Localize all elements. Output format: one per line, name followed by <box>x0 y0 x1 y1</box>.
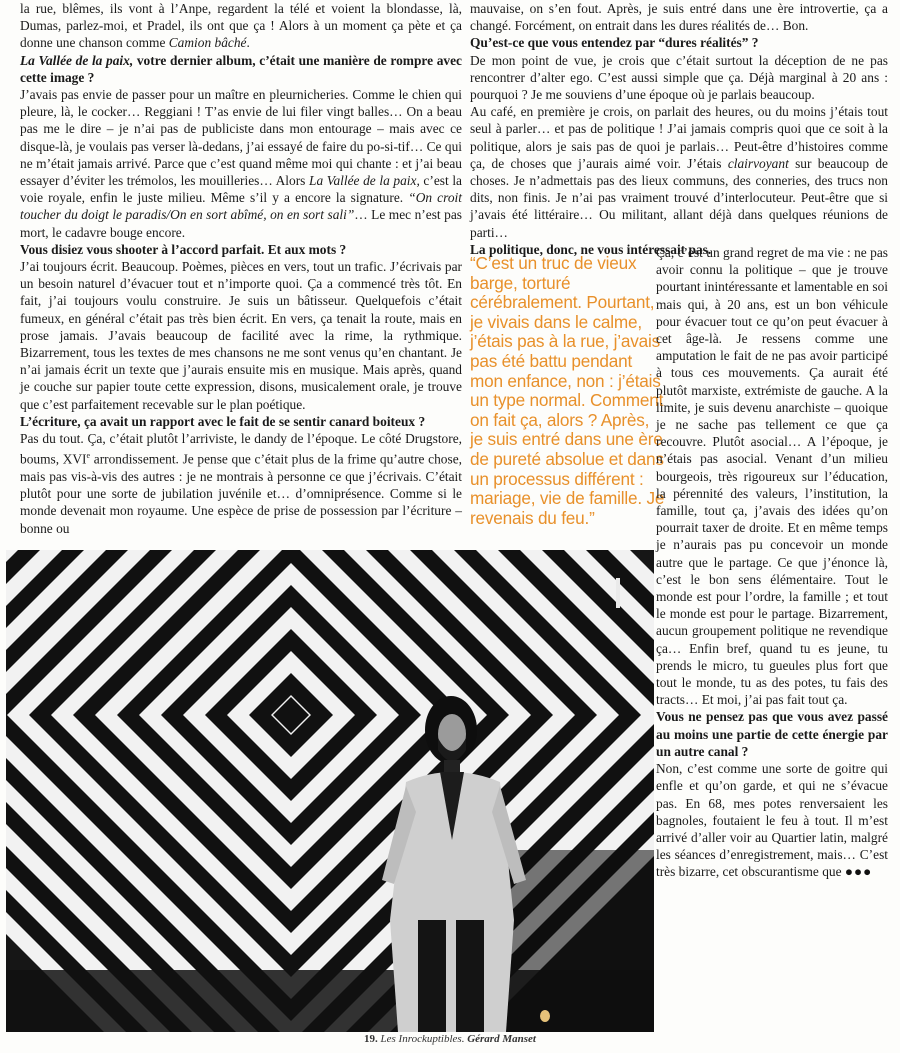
answer-2: J’ai toujours écrit. Beaucoup. Poèmes, pièces en vers, tout un trafic. J’écrivais par un besoin naturel d’évacuer tout et n’importe quoi. Ça a commencé très tôt. En fait, j’ai toujours voulu construire. Je suis un bâtisseur. Quelquefois c’était fumeux, en général c’était pas très bien écrit. En vers, ça tenait la route, mais en prose jamais. J’avais beaucoup de facilité avec la rime, la rythmique. Bizarrement, tous les textes de mes chansons ne me sont venus qu’en chantant. Je n’ai jamais écrit un texte que j’aurais ensuite mis en musique. Mais après, quand je couche sur papier toute cette expression, disons, musicalement orale, je trouve que c’est parfaitement recevable sur le plan poétique. <box>20 259 462 412</box>
pull-quote: “C’est un truc de vieux barge, torturé cérébralement. Pourtant, je vivais dans le calme, j’étais pas à la rue, j’avais pas été battu pendant mon enfance, non : j’étais un type normal. Comment on fait ça, alors ? Après, je suis entré dans une ère de pureté absolue et dans un processus différent : mariage, vie de famille. Je revenais du feu.” <box>470 253 665 528</box>
paragraph-continued: mauvaise, on s’en fout. Après, je suis entré dans une ère introvertie, ça a changé. Forcément, on entrait dans les dures réalités de… Bon. <box>470 1 888 34</box>
article-column-right-narrow <box>656 244 888 881</box>
answer-5: Ça, c’est un grand regret de ma vie : ne pas avoir connu la politique – que je trouve pourtant inintéressante et lamentable en soi mais qui, à 20 ans, est un bon véhicule pour évacuer tout ce qu’on peut évacuer à cet âge-là. Je ressens comme une amputation le fait de ne pas avoir participé à tous ces mouvements. Ça aurait été plutôt marxiste, extrémiste de gauche. A la limite, je suis devenu anarchiste – quoique je ne sache pas tellement ce que ça recouvre. Plutôt asocial… A l’époque, je n’étais pas asocial. Venant d’un milieu bourgeois, très rigoureux sur l’éducation, la pérennité des valeurs, l’institution, la famille, tout ça, j’avais des idées qu’on pourrait taxer de droite. Et en même temps je n’aurais pas pu concevoir un monde autre que le partage. Ce que j’énonce là, c’est le bon sens élémentaire. Tout le monde est pour l’ordre, la famille ; et tout le monde est pour le partage. Bizarrement, aucun groupement politique ne revendique ça… Enfin bref, quand tu es jeune, tu prends le micro, tu gueules plus fort que tout le monde, tu as des potes, tu fais des tracts… Et moi, j’ai pas fait tout ça. <box>656 245 888 708</box>
article-subject: Gérard Manset <box>467 1033 536 1045</box>
article-column-right-top <box>470 0 888 258</box>
decorative-dot <box>540 1010 550 1022</box>
answer-4-continued: Au café, en première je crois, on parlait des heures, ou du moins j’étais tout seul à parler… et pas de politique ! J’ai jamais compris quoi que ce soit à la politique, alors je sais pas de quoi je parlais… Peut-être d’histoires comme ça, de choses que j’aurais aimé voir. J’étais clairvoyant sur beaucoup de choses. Je n’admettais pas des lieux communs, des conneries, des trucs non dits, non finis. Je n’ai pas vraiment trouvé d’interlocuteur. Peut-être que si j’avais été littéraire… Ou militant, allant déjà dans quelques réunions de parti… <box>470 104 888 240</box>
question-6: Vous ne pensez pas que vous avez passé au moins une partie de cette énergie par un autre canal ? <box>656 709 888 759</box>
question-3: L’écriture, ça avait un rapport avec le fait de se sentir canard boiteux ? <box>20 413 426 429</box>
page-number: 19. <box>364 1033 378 1045</box>
question-1: La Vallée de la paix, votre dernier album, c’était une manière de rompre avec cette image ? <box>20 52 462 85</box>
answer-4: De mon point de vue, je crois que c’était surtout la déception de ne pas rencontrer d’alter ego. C’est aussi simple que ça. Déjà marginal à 20 ans : pourquoi ? Je me souviens d’une époque où je parlais beaucoup. <box>470 52 888 103</box>
answer-1: J’avais pas envie de passer pour un maître en pleurnicheries. Comme le chien qui pleure, là, le cocker… Reggiani ! T’as envie de lui filer vingt balles… On a beau pas me le dire – je n’ai pas de publiciste dans mon entourage – mais avec ce disque-là, je voulais pas verser là-dedans, j’ai essayé de faire du po-si-tif… Ce qui ne m’était jamais arrivé. Parce que c’est quand même moi qui chante : et j’ai beau essayer d’éviter les trémolos, les mouilleries… Alors La Vallée de la paix, c’est la voie royale, enfin le juste milieu. Même s’il y a encore la signature. “On croit toucher du doigt le paradis/On en sort abîmé, on en sort sali”… Le mec n’est pas mort, le cadavre bouge encore. <box>20 87 463 240</box>
page-footer <box>0 1033 900 1045</box>
continuation-dots: ●●● <box>844 864 873 880</box>
answer-6: Non, c’est comme une sorte de goitre qui enfle et qu’on garde, et qui ne s’évacue pas. En 68, mes potes renversaient les bagnoles, foutaient le feu à tout. Il m’est arrivé d’aller voir au Quartier latin, malgré les séances d’enregistrement, mais… C’est très bizarre, cet obscurantisme que ●●● <box>656 761 888 880</box>
paragraph-intro: la rue, blêmes, ils vont à l’Anpe, regardent la télé et voient la blondasse, là, Dumas, parlez-moi, et Pradel, ils ont que ça ! Alors à un moment ça pète et ça donne une chanson comme Camion bâché. <box>20 1 462 51</box>
question-4: Qu’est-ce que vous entendez par “dures réalités” ? <box>470 35 759 51</box>
answer-3: Pas du tout. Ça, c’était plutôt l’arriviste, le dandy de l’époque. Le côté Drugstore, boums, XVIe arrondissement. Je pense que c’était plus de la frime qu’autre chose, mais pas vis-à-vis des autres : je ne montrais à personne ce que j’écrivais. C’était plutôt pour une sorte de jubilation juvénile et… d’omniprésence. Comme si le monde devenait mon royaume. Une espèce de prise de possession par l’écriture – bonne ou <box>20 431 462 536</box>
question-5: La politique, donc, ne vous intéressait pas. <box>470 241 712 257</box>
magazine-name: Les Inrockuptibles. <box>380 1033 465 1045</box>
question-2: Vous disiez vous shooter à l’accord parfait. Et aux mots ? <box>20 241 347 257</box>
portrait-photo <box>6 550 654 1032</box>
op-art-wall-photo <box>6 550 654 1032</box>
article-column-left <box>20 0 462 537</box>
